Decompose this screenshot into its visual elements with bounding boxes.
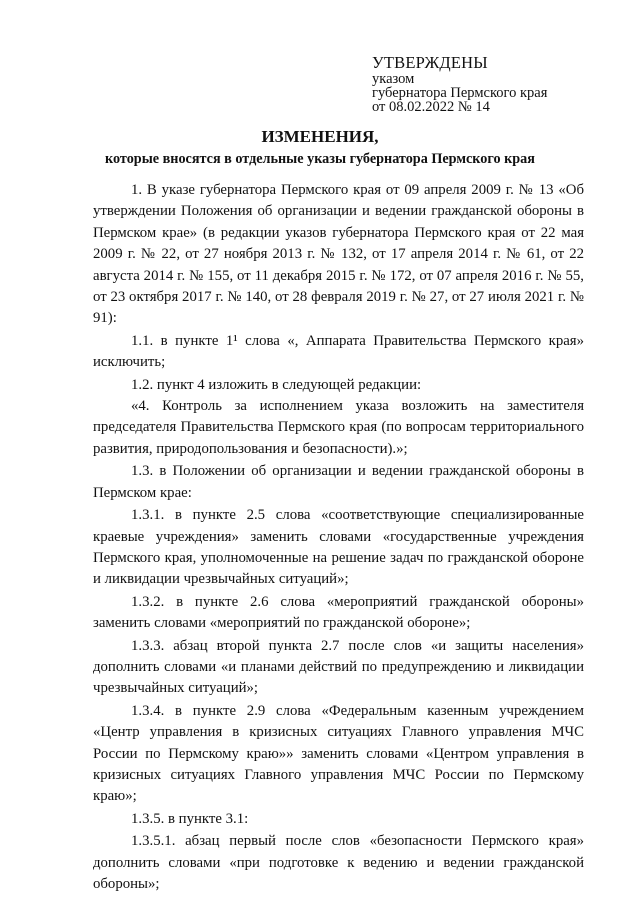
approval-heading: УТВЕРЖДЕНЫ bbox=[372, 53, 488, 72]
paragraph-1-3-2: 1.3.2. в пункте 2.6 слова «мероприятий гражданской обороны» заменить словами «мероприятий по гражданской обороне»; bbox=[93, 593, 584, 632]
title-subtitle: которые вносятся в отдельные указы губернатора Пермского края bbox=[105, 151, 535, 167]
paragraph-1-3: 1.3. в Положении об организации и ведении гражданской обороны в Пермском крае: bbox=[93, 463, 584, 501]
paragraph-1-1: 1.1. в пункте 1¹ слова «, Аппарата Правительства Пермского края» исключить; bbox=[93, 332, 584, 371]
paragraph-1-3-3: 1.3.3. абзац второй пункта 2.7 после слов «и защиты населения» дополнить словами «и планами действий по предупреждению и ликвидации чрезвычайных ситуаций»; bbox=[93, 637, 584, 697]
paragraph-quote-4: «4. Контроль за исполнением указа возложить на заместителя председателя Правительства Пермского края (по вопросам территориального развития, природопользования и безопасности).»; bbox=[93, 398, 584, 457]
paragraph-1-3-5-1: 1.3.5.1. абзац первый после слов «безопасности Пермского края» дополнить словами «при подготовке к ведению и ведении гражданской обороны»; bbox=[93, 833, 584, 892]
paragraph-1-2: 1.2. пункт 4 изложить в следующей редакции: bbox=[131, 376, 422, 393]
document-body bbox=[93, 180, 584, 895]
approval-line-governor: губернатора Пермского края bbox=[372, 85, 548, 101]
paragraph-1-3-1: 1.3.1. в пункте 2.5 слова «соответствующие специализированные краевые учреждения» заменить словами «государственные учреждения Пермского края, уполномоченные на решение задач по гражданской обороне и ликвидации чрезвычайных ситуаций»; bbox=[93, 507, 584, 588]
title-main: ИЗМЕНЕНИЯ, bbox=[261, 127, 379, 146]
approval-stamp bbox=[372, 54, 612, 114]
approval-line-date: от 08.02.2022 № 14 bbox=[372, 99, 490, 115]
paragraph-1-3-4: 1.3.4. в пункте 2.9 слова «Федеральным казенным учреждением «Центр управления в кризисных ситуациях Главного управления МЧС России по Пермскому краю»» заменить словами «Центром управления в кризисных ситуациях Главного управления МЧС России по Пермскому краю»; bbox=[93, 702, 584, 805]
approval-line-decree: указом bbox=[372, 71, 415, 87]
paragraph-1-3-5: 1.3.5. в пункте 3.1: bbox=[131, 810, 249, 827]
document-title bbox=[40, 127, 600, 169]
paragraph-1: 1. В указе губернатора Пермского края от 09 апреля 2009 г. № 13 «Об утверждении Положения об организации и ведении гражданской обороны в Пермском крае» (в редакции указов губернатора Пермского края от 22 мая 2009 г. № 22, от 27 ноября 2013 г. № 132, от 17 апреля 2014 г. № 61, от 22 августа 2014 г. № 155, от 11 декабря 2015 г. № 172, от 07 апреля 2016 г. № 55, от 23 октября 2017 г. № 140, от 28 февраля 2019 г. № 27, от 27 июля 2021 г. № 91): bbox=[93, 182, 584, 327]
